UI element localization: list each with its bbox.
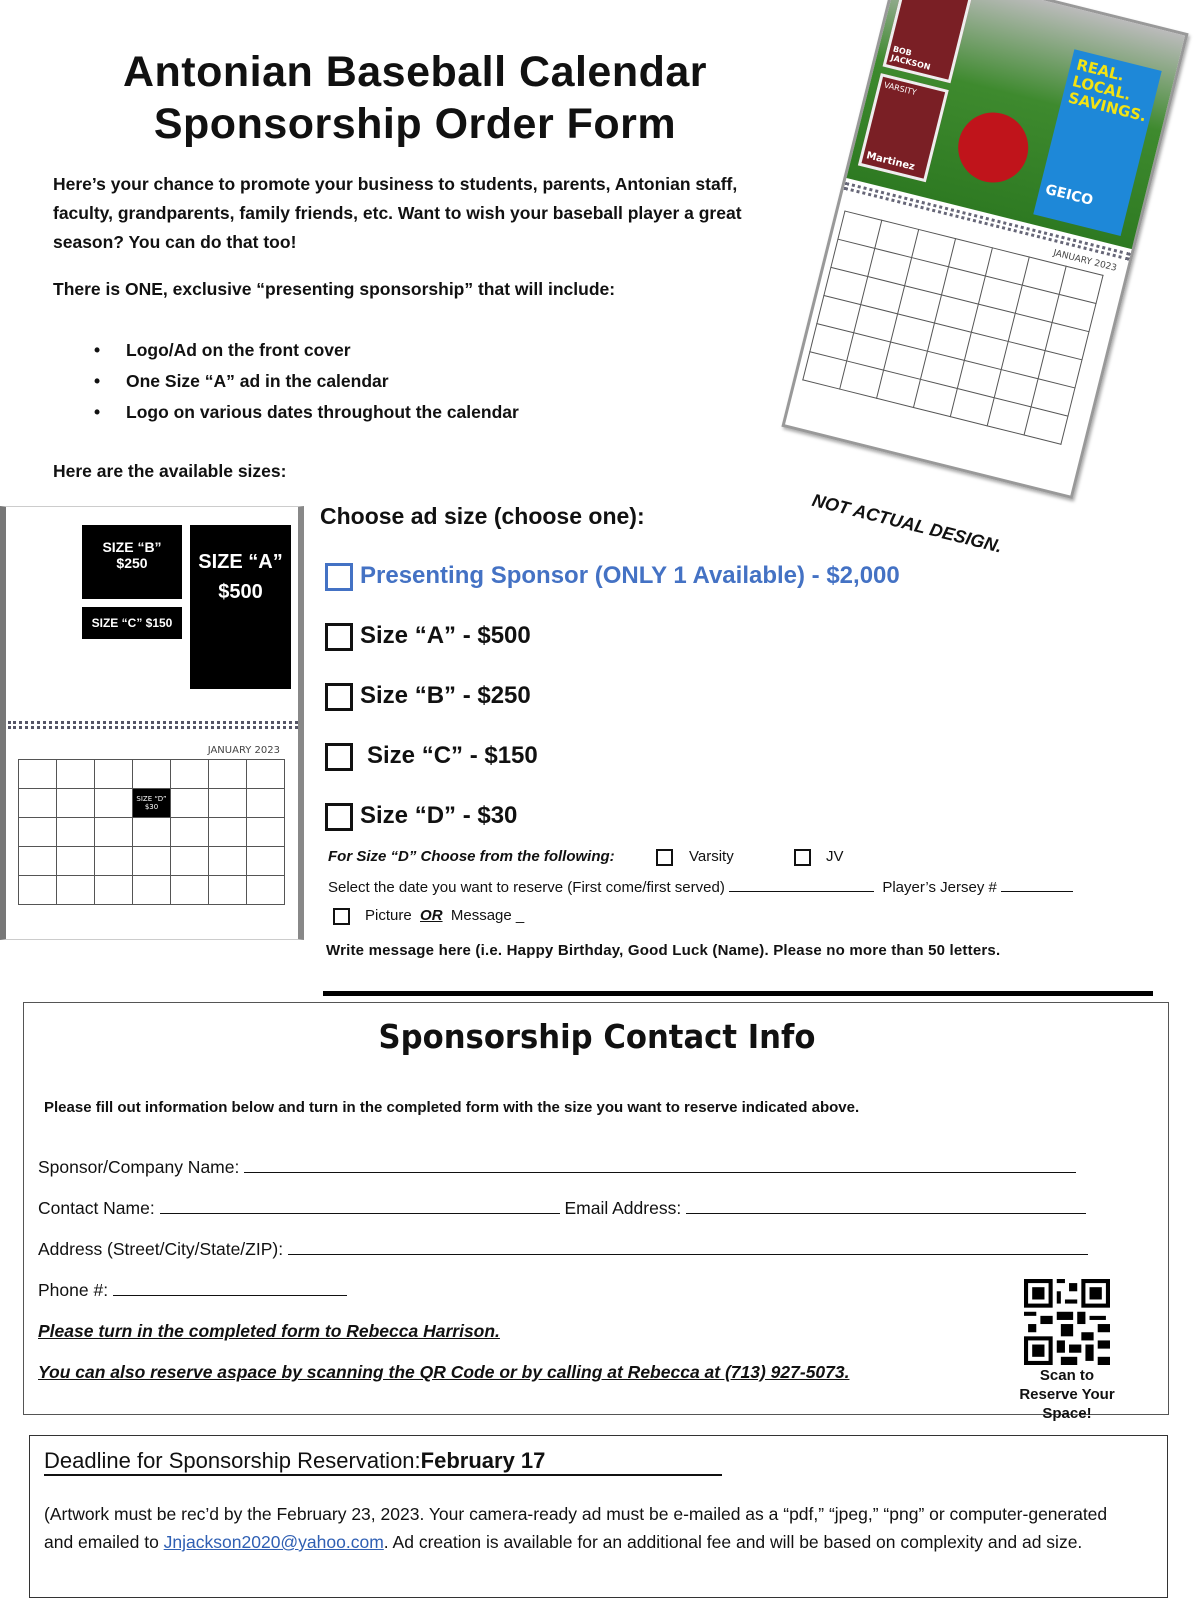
date-row xyxy=(328,876,1073,896)
deadline-label: Deadline for Sponsorship Reservation: xyxy=(44,1448,421,1473)
bullet-item: • Logo on various dates throughout the calendar xyxy=(94,402,519,422)
write-message-instructions: Write message here (i.e. Happy Birthday, Good Luck (Name). Please no more than 50 letters. xyxy=(326,942,1001,959)
title-line-1: Antonian Baseball Calendar xyxy=(122,48,708,96)
phone-label: Phone #: xyxy=(38,1280,109,1300)
varsity-label: Varsity xyxy=(689,848,734,865)
presenting-sponsor-label: Presenting Sponsor (ONLY 1 Available) - $2,000 xyxy=(360,562,900,589)
sample-month: JANUARY 2023 xyxy=(1052,248,1118,274)
picture-checkbox[interactable] xyxy=(333,908,350,925)
contact-name-input[interactable] xyxy=(160,1198,560,1214)
diagram-month: JANUARY 2023 xyxy=(207,745,280,756)
intro-text: Here’s your chance to promote your business to students, parents, Antonian staff, faculty, grandparents, family friends, etc. Want to wish your baseball player a great season? You can do that too! xyxy=(53,174,742,252)
choose-heading: Choose ad size (choose one): xyxy=(320,503,645,529)
size-d-choose-label: For Size “D” Choose from the following: xyxy=(328,848,615,865)
jersey-field[interactable] xyxy=(1001,876,1073,892)
calendar-cover-photo xyxy=(846,0,1184,249)
baseball-helmet xyxy=(951,105,1036,190)
not-actual-design-caption: NOT ACTUAL DESIGN. xyxy=(810,490,1005,557)
company-field-row xyxy=(38,1157,1076,1178)
email-label: Email Address: xyxy=(564,1198,682,1218)
size-d-checkbox[interactable] xyxy=(325,803,353,831)
date-field[interactable] xyxy=(729,876,874,892)
email-link[interactable]: Jnjackson2020@yahoo.com xyxy=(163,1532,384,1552)
size-diagram xyxy=(0,506,304,940)
address-label: Address (Street/City/State/ZIP): xyxy=(38,1239,284,1259)
artwork-instructions: (Artwork must be rec’d by the February 23, 2023. Your camera-ready ad must be e-mailed as a “pdf,” “jpeg,” “png” or computer-generated and emailed to Jnjackson2020@yahoo.com. Ad creation is available for an additional fee and will be based on complexity and ad size. xyxy=(44,1504,1108,1552)
email-input[interactable] xyxy=(686,1198,1086,1214)
bullet-item: • One Size “A” ad in the calendar xyxy=(94,371,389,391)
size-c-label: Size “C” - $150 xyxy=(367,742,538,769)
size-d-block: SIZE “D” $30 xyxy=(133,789,171,818)
picture-label: Picture xyxy=(365,907,412,924)
deadline-date: February 17 xyxy=(420,1448,546,1473)
geico-ad: REAL. LOCAL. SAVINGS. GEICO xyxy=(1033,49,1161,236)
jv-checkbox[interactable] xyxy=(794,849,811,866)
size-a-checkbox[interactable] xyxy=(325,623,353,651)
qr-code-icon[interactable] xyxy=(1024,1279,1110,1365)
calendar-grid xyxy=(802,210,1103,444)
sizes-label: Here are the available sizes: xyxy=(53,461,287,481)
contact-heading: Sponsorship Contact Info xyxy=(378,1017,816,1056)
size-b-label: Size “B” - $250 xyxy=(360,682,531,709)
presenting-sponsor-checkbox[interactable] xyxy=(325,563,353,591)
address-input[interactable] xyxy=(288,1239,1088,1255)
phone-row xyxy=(38,1280,347,1301)
bullet-item: • Logo/Ad on the front cover xyxy=(94,340,351,360)
date-label: Select the date you want to reserve (First come/first served) xyxy=(328,879,725,896)
size-a-block: SIZE “A” $500 xyxy=(190,525,291,689)
size-b-block: SIZE “B” $250 xyxy=(82,525,182,599)
contact-name-label: Contact Name: xyxy=(38,1198,155,1218)
contact-instructions: Please fill out information below and turn in the completed form with the size you want to reserve indicated above. xyxy=(44,1099,860,1116)
jersey-label: Player’s Jersey # xyxy=(882,879,997,896)
picture-or-message: Picture OR Message _ xyxy=(365,907,525,924)
company-label: Sponsor/Company Name: xyxy=(38,1157,240,1177)
or-label: OR xyxy=(420,907,443,924)
message-line[interactable] xyxy=(323,991,1153,996)
qr-note: You can also reserve aspace by scanning the QR Code or by calling at Rebecca at (713) 927-5073. xyxy=(38,1362,850,1382)
deadline-heading xyxy=(44,1448,722,1476)
size-d-label: Size “D” - $30 xyxy=(360,802,518,829)
spiral-binding xyxy=(8,721,298,729)
size-c-checkbox[interactable] xyxy=(325,743,353,771)
size-c-block: SIZE “C” $150 xyxy=(82,607,182,639)
deadline-box xyxy=(29,1435,1168,1598)
jv-label: JV xyxy=(826,848,844,865)
size-a-label: Size “A” - $500 xyxy=(360,622,531,649)
calendar-grid xyxy=(18,759,285,905)
scan-caption: Scan to Reserve Your Space! xyxy=(1019,1367,1115,1422)
size-b-checkbox[interactable] xyxy=(325,683,353,711)
company-input[interactable] xyxy=(244,1157,1076,1173)
turn-in-note: Please turn in the completed form to Rebecca Harrison. xyxy=(38,1321,500,1341)
message-label: Message xyxy=(450,907,512,924)
title-line-2: Sponsorship Order Form xyxy=(153,100,677,148)
phone-input[interactable] xyxy=(113,1280,347,1296)
contact-info-box xyxy=(23,1002,1169,1422)
player-card: BOB JACKSON xyxy=(883,0,974,83)
name-email-row xyxy=(38,1198,1086,1219)
varsity-checkbox[interactable] xyxy=(656,849,673,866)
address-row xyxy=(38,1239,1088,1260)
presenting-intro: There is ONE, exclusive “presenting sponsorship” that will include: xyxy=(53,279,616,299)
player-card: VARSITY Martinez xyxy=(858,73,949,182)
sample-calendar-image xyxy=(781,0,1188,499)
